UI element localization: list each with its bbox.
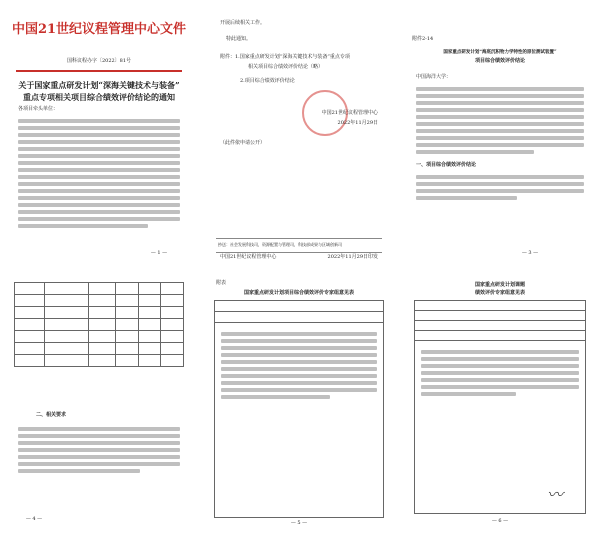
text-line bbox=[421, 371, 579, 375]
text-line bbox=[18, 126, 180, 130]
text-line bbox=[18, 147, 180, 151]
document-page-2 bbox=[206, 6, 392, 264]
table-row bbox=[15, 343, 184, 355]
attachment-2: 2.项目综合绩效评价结论 bbox=[240, 78, 295, 84]
text-line bbox=[18, 196, 180, 200]
form-row bbox=[215, 301, 383, 312]
document-page-5 bbox=[206, 272, 392, 530]
issuing-org: 中国21世纪议程管理中心 bbox=[321, 110, 378, 116]
body-line: 开展后续相关工作。 bbox=[220, 20, 266, 26]
issue-date: 2022年11月29日 bbox=[337, 120, 378, 126]
body-text bbox=[18, 116, 180, 231]
text-line bbox=[18, 182, 180, 186]
text-line bbox=[416, 175, 584, 179]
text-line bbox=[221, 381, 377, 385]
text-line bbox=[416, 94, 584, 98]
text-line bbox=[416, 196, 517, 200]
result-title-2: 项目综合绩效评价结论 bbox=[474, 58, 525, 64]
text-line bbox=[18, 161, 180, 165]
addressee: 中国海洋大学： bbox=[416, 74, 452, 80]
section-heading: 二、相关要求 bbox=[36, 412, 67, 418]
divider bbox=[216, 252, 382, 253]
text-line bbox=[416, 122, 584, 126]
section-heading: 一、项目综合绩效评价结论 bbox=[416, 162, 477, 168]
attachment-label: 附件2-14 bbox=[412, 36, 434, 42]
attachment-1b: 相关项目综合绩效评价结论（略） bbox=[248, 64, 324, 70]
attachment-1: 附件：1.国家重点研发计划“深海关键技术与装备”重点专项 bbox=[220, 54, 350, 60]
result-table bbox=[14, 282, 184, 367]
disclosure-note: （此件依申请公开） bbox=[220, 140, 266, 146]
text-line bbox=[18, 441, 180, 445]
form-row bbox=[415, 321, 585, 331]
text-line bbox=[18, 427, 180, 431]
result-title-1: 国家重点研发计划“海底沉积物力学特性的原位测试装置” bbox=[443, 50, 557, 55]
text-line bbox=[18, 448, 180, 452]
text-line bbox=[416, 189, 584, 193]
form-row bbox=[415, 331, 585, 341]
text-line bbox=[416, 150, 534, 154]
text-line bbox=[18, 217, 180, 221]
red-divider bbox=[16, 70, 182, 72]
text-line bbox=[18, 203, 180, 207]
form-body bbox=[415, 341, 585, 405]
text-line bbox=[18, 175, 180, 179]
footer-date: 2022年11月29日印发 bbox=[327, 254, 378, 260]
form-title-1: 国家重点研发计划课题 bbox=[474, 282, 525, 288]
document-number: 国科议程办字〔2022〕81号 bbox=[66, 58, 132, 64]
document-header: 中国21世纪议程管理中心文件 bbox=[11, 22, 187, 37]
text-line bbox=[421, 385, 579, 389]
footer-org: 中国21世纪议程管理中心 bbox=[220, 254, 277, 260]
text-line bbox=[221, 353, 377, 357]
text-line bbox=[416, 87, 584, 91]
document-page-6 bbox=[406, 272, 594, 530]
table-row bbox=[15, 331, 184, 343]
table-row bbox=[15, 283, 184, 295]
text-line bbox=[416, 115, 584, 119]
document-page-1 bbox=[6, 6, 192, 264]
text-line bbox=[18, 154, 180, 158]
body-line: 特此通知。 bbox=[226, 36, 252, 42]
text-line bbox=[18, 224, 148, 228]
body-text bbox=[416, 84, 584, 157]
form-body bbox=[215, 323, 383, 408]
text-line bbox=[18, 140, 180, 144]
text-line bbox=[421, 357, 579, 361]
table-row bbox=[15, 307, 184, 319]
page-number: — 4 — bbox=[25, 516, 43, 522]
text-line bbox=[18, 210, 180, 214]
text-line bbox=[221, 395, 330, 399]
text-line bbox=[421, 392, 516, 396]
text-line bbox=[221, 346, 377, 350]
form-row bbox=[415, 301, 585, 311]
text-line bbox=[221, 339, 377, 343]
form-title-2: 绩效评价专家组意见表 bbox=[474, 290, 525, 296]
document-title-1: 关于国家重点研发计划“深海关键技术与装备” bbox=[18, 80, 180, 90]
text-line bbox=[416, 108, 584, 112]
form-row bbox=[415, 311, 585, 321]
form-row bbox=[215, 312, 383, 323]
table-row bbox=[15, 355, 184, 367]
text-line bbox=[221, 374, 377, 378]
page-number: — 6 — bbox=[491, 518, 509, 524]
text-line bbox=[18, 133, 180, 137]
text-line bbox=[18, 469, 140, 473]
document-page-3 bbox=[406, 6, 594, 264]
form-title: 国家重点研发计划项目综合绩效评价专家组意见表 bbox=[243, 290, 354, 296]
divider bbox=[216, 238, 382, 239]
text-line bbox=[221, 388, 377, 392]
text-line bbox=[416, 129, 584, 133]
text-line bbox=[18, 189, 180, 193]
form-frame bbox=[414, 300, 586, 514]
text-line bbox=[416, 136, 584, 140]
text-line bbox=[416, 143, 584, 147]
text-line bbox=[416, 182, 584, 186]
text-line bbox=[18, 168, 180, 172]
salutation: 各项目牵头单位： bbox=[18, 106, 59, 112]
attachment-label: 附表 bbox=[216, 280, 227, 286]
text-line bbox=[416, 101, 584, 105]
handwritten-signature: 〰 bbox=[546, 485, 563, 504]
text-line bbox=[18, 462, 180, 466]
document-page-4 bbox=[6, 272, 192, 530]
form-frame bbox=[214, 300, 384, 518]
text-line bbox=[221, 360, 377, 364]
document-title-2: 重点专项相关项目综合绩效评价结论的通知 bbox=[23, 92, 175, 102]
body-text bbox=[416, 172, 584, 203]
text-line bbox=[421, 378, 579, 382]
page-number: — 3 — bbox=[521, 250, 539, 256]
text-line bbox=[221, 367, 377, 371]
text-line bbox=[18, 455, 180, 459]
page-number: — 5 — bbox=[290, 520, 308, 526]
table-row bbox=[15, 295, 184, 307]
text-line bbox=[18, 119, 180, 123]
cc-line: 抄送：社会发展科技司，资源配置与管理司，科技部成果与区域创新司 bbox=[218, 242, 342, 247]
text-line bbox=[421, 364, 579, 368]
body-text bbox=[18, 424, 180, 476]
table-row bbox=[15, 319, 184, 331]
text-line bbox=[421, 350, 579, 354]
text-line bbox=[221, 332, 377, 336]
text-line bbox=[18, 434, 180, 438]
page-number: — 1 — bbox=[150, 250, 168, 256]
